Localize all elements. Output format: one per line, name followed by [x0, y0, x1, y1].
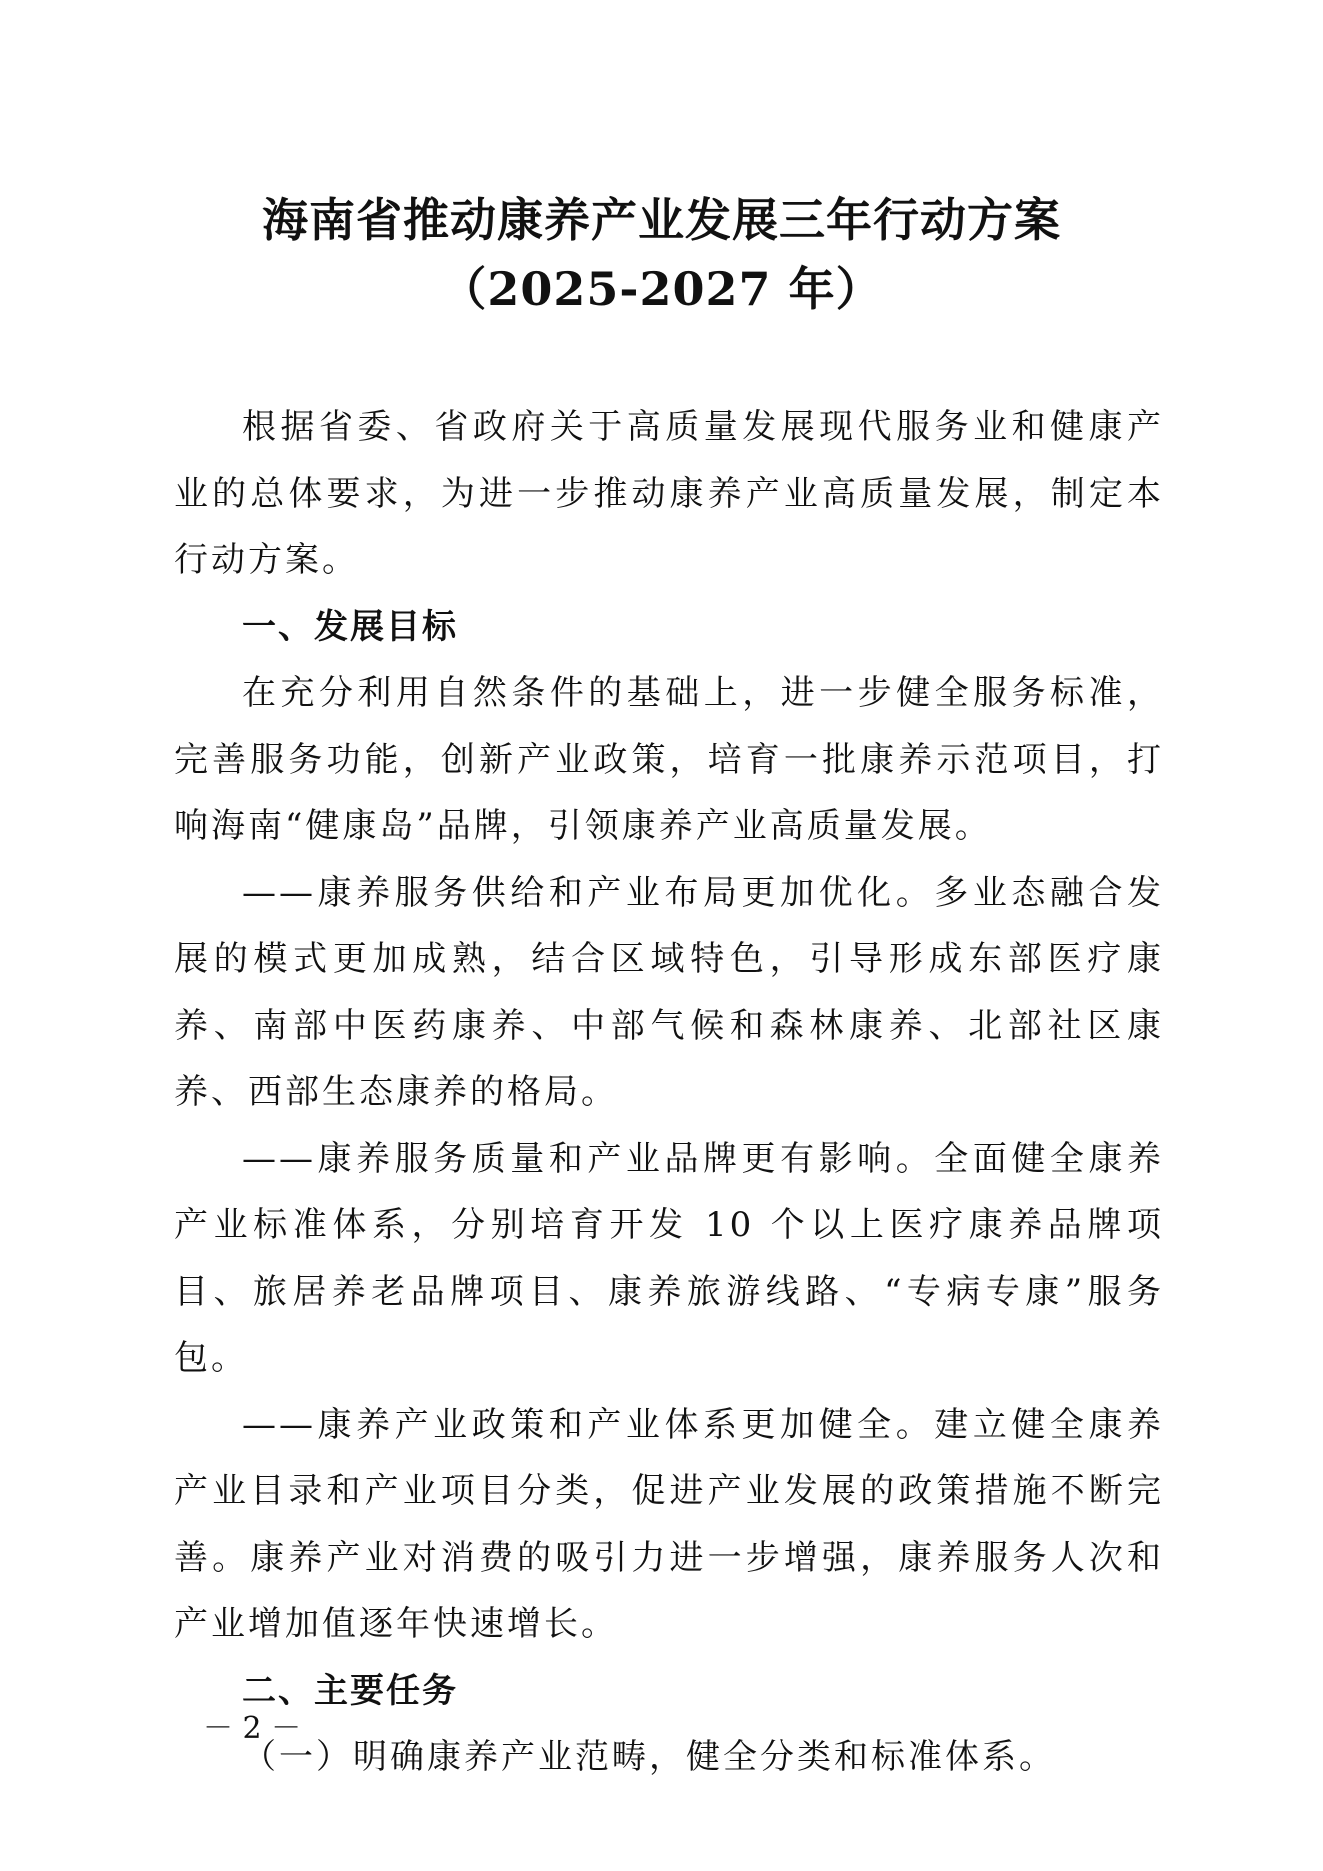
- intro-paragraph: 根据省委、省政府关于高质量发展现代服务业和健康产业的总体要求，为进一步推动康养产业高质量发展，制定本行动方案。: [174, 407, 1164, 580]
- task-item-1: （一）明确康养产业范畴，健全分类和标准体系。: [242, 1737, 1056, 1777]
- goal-item-quality: ——康养服务质量和产业品牌更有影响。全面健全康养产业标准体系，分别培育开发 10 个以上医疗康养品牌项目、旅居养老品牌项目、康养旅游线路、“专病专康”服务包。: [174, 1138, 1164, 1378]
- goal-item-policy: ——康养产业政策和产业体系更加健全。建立健全康养产业目录和产业项目分类，促进产业发展的政策措施不断完善。康养产业对消费的吸引力进一步增强，康养服务人次和产业增加值逐年快速增长。: [174, 1404, 1164, 1644]
- section-heading-goals: 一、发展目标: [242, 606, 458, 647]
- document-body: [174, 394, 1164, 1791]
- document-title: 海南省推动康养产业发展三年行动方案: [262, 193, 1061, 247]
- goal-item-layout: ——康养服务供给和产业布局更加优化。多业态融合发展的模式更加成熟，结合区域特色，引导形成东部医疗康养、南部中医药康养、中部气候和森林康养、北部社区康养、西部生态康养的格局。: [174, 872, 1164, 1112]
- page-number: － 2 －: [203, 1711, 302, 1746]
- document-subtitle-years: （2025-2027 年）: [440, 262, 883, 316]
- section-heading-tasks: 二、主要任务: [242, 1670, 458, 1711]
- goals-paragraph: 在充分利用自然条件的基础上，进一步健全服务标准，完善服务功能，创新产业政策，培育一批康养示范项目，打响海南“健康岛”品牌，引领康养产业高质量发展。: [174, 673, 1164, 846]
